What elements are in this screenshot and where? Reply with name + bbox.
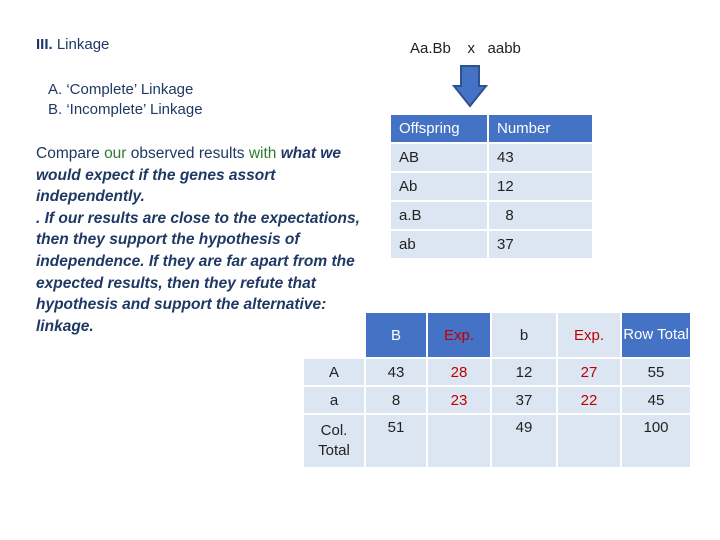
cell-expected-b: 22: [557, 386, 621, 414]
header-b: b: [491, 312, 557, 358]
cell-expected-B: 23: [427, 386, 491, 414]
explanation-paragraph: [36, 143, 376, 337]
genetic-cross: Aa.Bb x aabb: [410, 40, 521, 57]
table-row: [303, 358, 691, 386]
table-row: [303, 386, 691, 414]
offspring-number: 43: [489, 143, 592, 172]
slide-title: [36, 36, 109, 53]
row-label: Col. Total: [303, 414, 365, 468]
cell-observed-b: 12: [491, 358, 557, 386]
para-part-4: with: [248, 145, 277, 162]
cell-col-total-exp-b: [557, 414, 621, 468]
cell-col-total-B: 51: [365, 414, 427, 468]
row-label: A: [303, 358, 365, 386]
offspring-header: Offspring: [391, 115, 487, 143]
number-header: Number: [489, 115, 592, 143]
offspring-number: 37: [489, 230, 592, 259]
table-row: [391, 230, 592, 259]
offspring-label: AB: [391, 143, 487, 172]
para-part-6: . If our results are close to the expectations, then they support the hypothesis of independence. If they are far apart from the expected results, then they refute that hypothesis and support the alternative: linkage.: [36, 209, 360, 335]
table-row: [391, 201, 592, 230]
linkage-type-complete: A. ‘Complete’ Linkage: [48, 81, 194, 98]
offspring-number: 12: [489, 172, 592, 201]
para-part-1: Compare: [36, 145, 105, 162]
down-arrow-icon: [452, 64, 488, 108]
cell-col-total-exp-B: [427, 414, 491, 468]
title-text: Linkage: [56, 36, 110, 53]
header-exp-b: Exp.: [557, 312, 621, 358]
cell-expected-b: 27: [557, 358, 621, 386]
linkage-type-incomplete: B. ‘Incomplete’ Linkage: [48, 101, 203, 118]
linkage-types: [48, 80, 203, 120]
cell-observed-B: 43: [365, 358, 427, 386]
cell-row-total: 45: [621, 386, 691, 414]
cell-col-total-b: 49: [491, 414, 557, 468]
header-exp-B: Exp.: [427, 312, 491, 358]
header-row-total: Row Total: [621, 312, 691, 358]
offspring-label: a.B: [391, 201, 487, 230]
cell-observed-b: 37: [491, 386, 557, 414]
para-part-2: our: [104, 145, 127, 162]
table-row: [391, 143, 592, 172]
cell-observed-B: 8: [365, 386, 427, 414]
title-numeral: III.: [36, 36, 53, 53]
table-row: [391, 172, 592, 201]
cell-grand-total: 100: [621, 414, 691, 468]
header-B: B: [365, 312, 427, 358]
table-row: [303, 414, 691, 468]
contingency-header-row: [303, 312, 691, 358]
para-part-5: what we would expect if the genes assort independently.: [36, 145, 341, 206]
cell-expected-B: 28: [427, 358, 491, 386]
para-part-3: observed results: [126, 145, 249, 162]
offspring-label: ab: [391, 230, 487, 259]
offspring-label: Ab: [391, 172, 487, 201]
offspring-table: [391, 115, 592, 260]
offspring-number: 8: [489, 201, 592, 230]
cell-row-total: 55: [621, 358, 691, 386]
contingency-table: [302, 311, 692, 469]
offspring-header-row: [391, 115, 592, 143]
row-label: a: [303, 386, 365, 414]
